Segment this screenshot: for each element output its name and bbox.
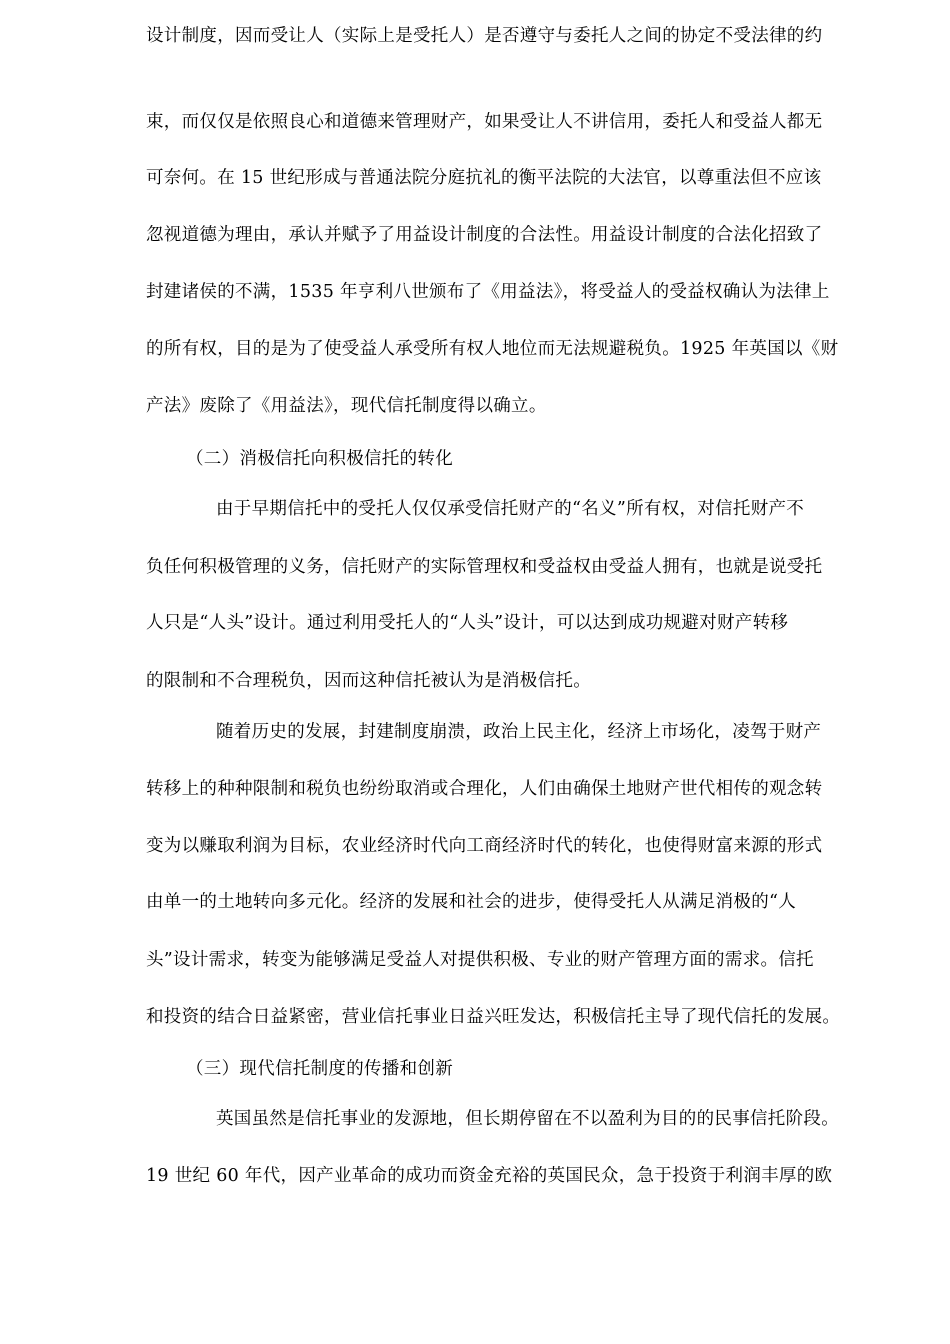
text-line: 和投资的结合日益紧密，营业信托事业日益兴旺发达，积极信托主导了现代信托的发展。 (146, 1007, 841, 1027)
text-line: 头”设计需求，转变为能够满足受益人对提供积极、专业的财产管理方面的需求。信托 (146, 950, 814, 970)
text-line: 的所有权，目的是为了使受益人承受所有权人地位而无法规避税负。1925 年英国以《财 (146, 339, 839, 359)
text-line: 由单一的土地转向多元化。经济的发展和社会的进步，使得受托人从满足消极的“人 (146, 892, 797, 912)
text-line: 束，而仅仅是依照良心和道德来管理财产，如果受让人不讲信用，委托人和受益人都无 (146, 112, 823, 132)
text-line: 可奈何。在 15 世纪形成与普通法院分庭抗礼的衡平法院的大法官，以尊重法但不应该 (146, 168, 822, 188)
text-line: 设计制度，因而受让人（实际上是受托人）是否遵守与委托人之间的协定不受法律的约 (146, 26, 823, 46)
text-line: 的限制和不合理税负，因而这种信托被认为是消极信托。 (146, 671, 591, 691)
paragraph-first-line: 英国虽然是信托事业的发源地，但长期停留在不以盈利为目的的民事信托阶段。 (216, 1109, 839, 1129)
text-line: 封建诸侯的不满，1535 年亨利八世颁布了《用益法》，将受益人的受益权确认为法律上 (146, 282, 830, 302)
text-line: 产法》废除了《用益法》，现代信托制度得以确立。 (146, 396, 547, 416)
text-line: 19 世纪 60 年代，因产业革命的成功而资金充裕的英国民众，急于投资于利润丰厚的欧 (146, 1166, 833, 1186)
paragraph-first-line: 由于早期信托中的受托人仅仅承受信托财产的“名义”所有权，对信托财产不 (216, 499, 805, 519)
text-line: 变为以赚取利润为目标，农业经济时代向工商经济时代的转化，也使得财富来源的形式 (146, 836, 823, 856)
section-heading: （二）消极信托向积极信托的转化 (186, 449, 453, 469)
text-line: 转移上的种种限制和税负也纷纷取消或合理化，人们由确保土地财产世代相传的观念转 (146, 779, 823, 799)
text-line: 负任何积极管理的义务，信托财产的实际管理权和受益权由受益人拥有，也就是说受托 (146, 557, 823, 577)
paragraph-first-line: 随着历史的发展，封建制度崩溃，政治上民主化，经济上市场化，凌驾于财产 (216, 722, 822, 742)
section-heading: （三）现代信托制度的传播和创新 (186, 1059, 453, 1079)
text-line: 忽视道德为理由，承认并赋予了用益设计制度的合法性。用益设计制度的合法化招致了 (146, 225, 823, 245)
text-line: 人只是“人头”设计。通过利用受托人的“人头”设计，可以达到成功规避对财产转移 (146, 613, 789, 633)
